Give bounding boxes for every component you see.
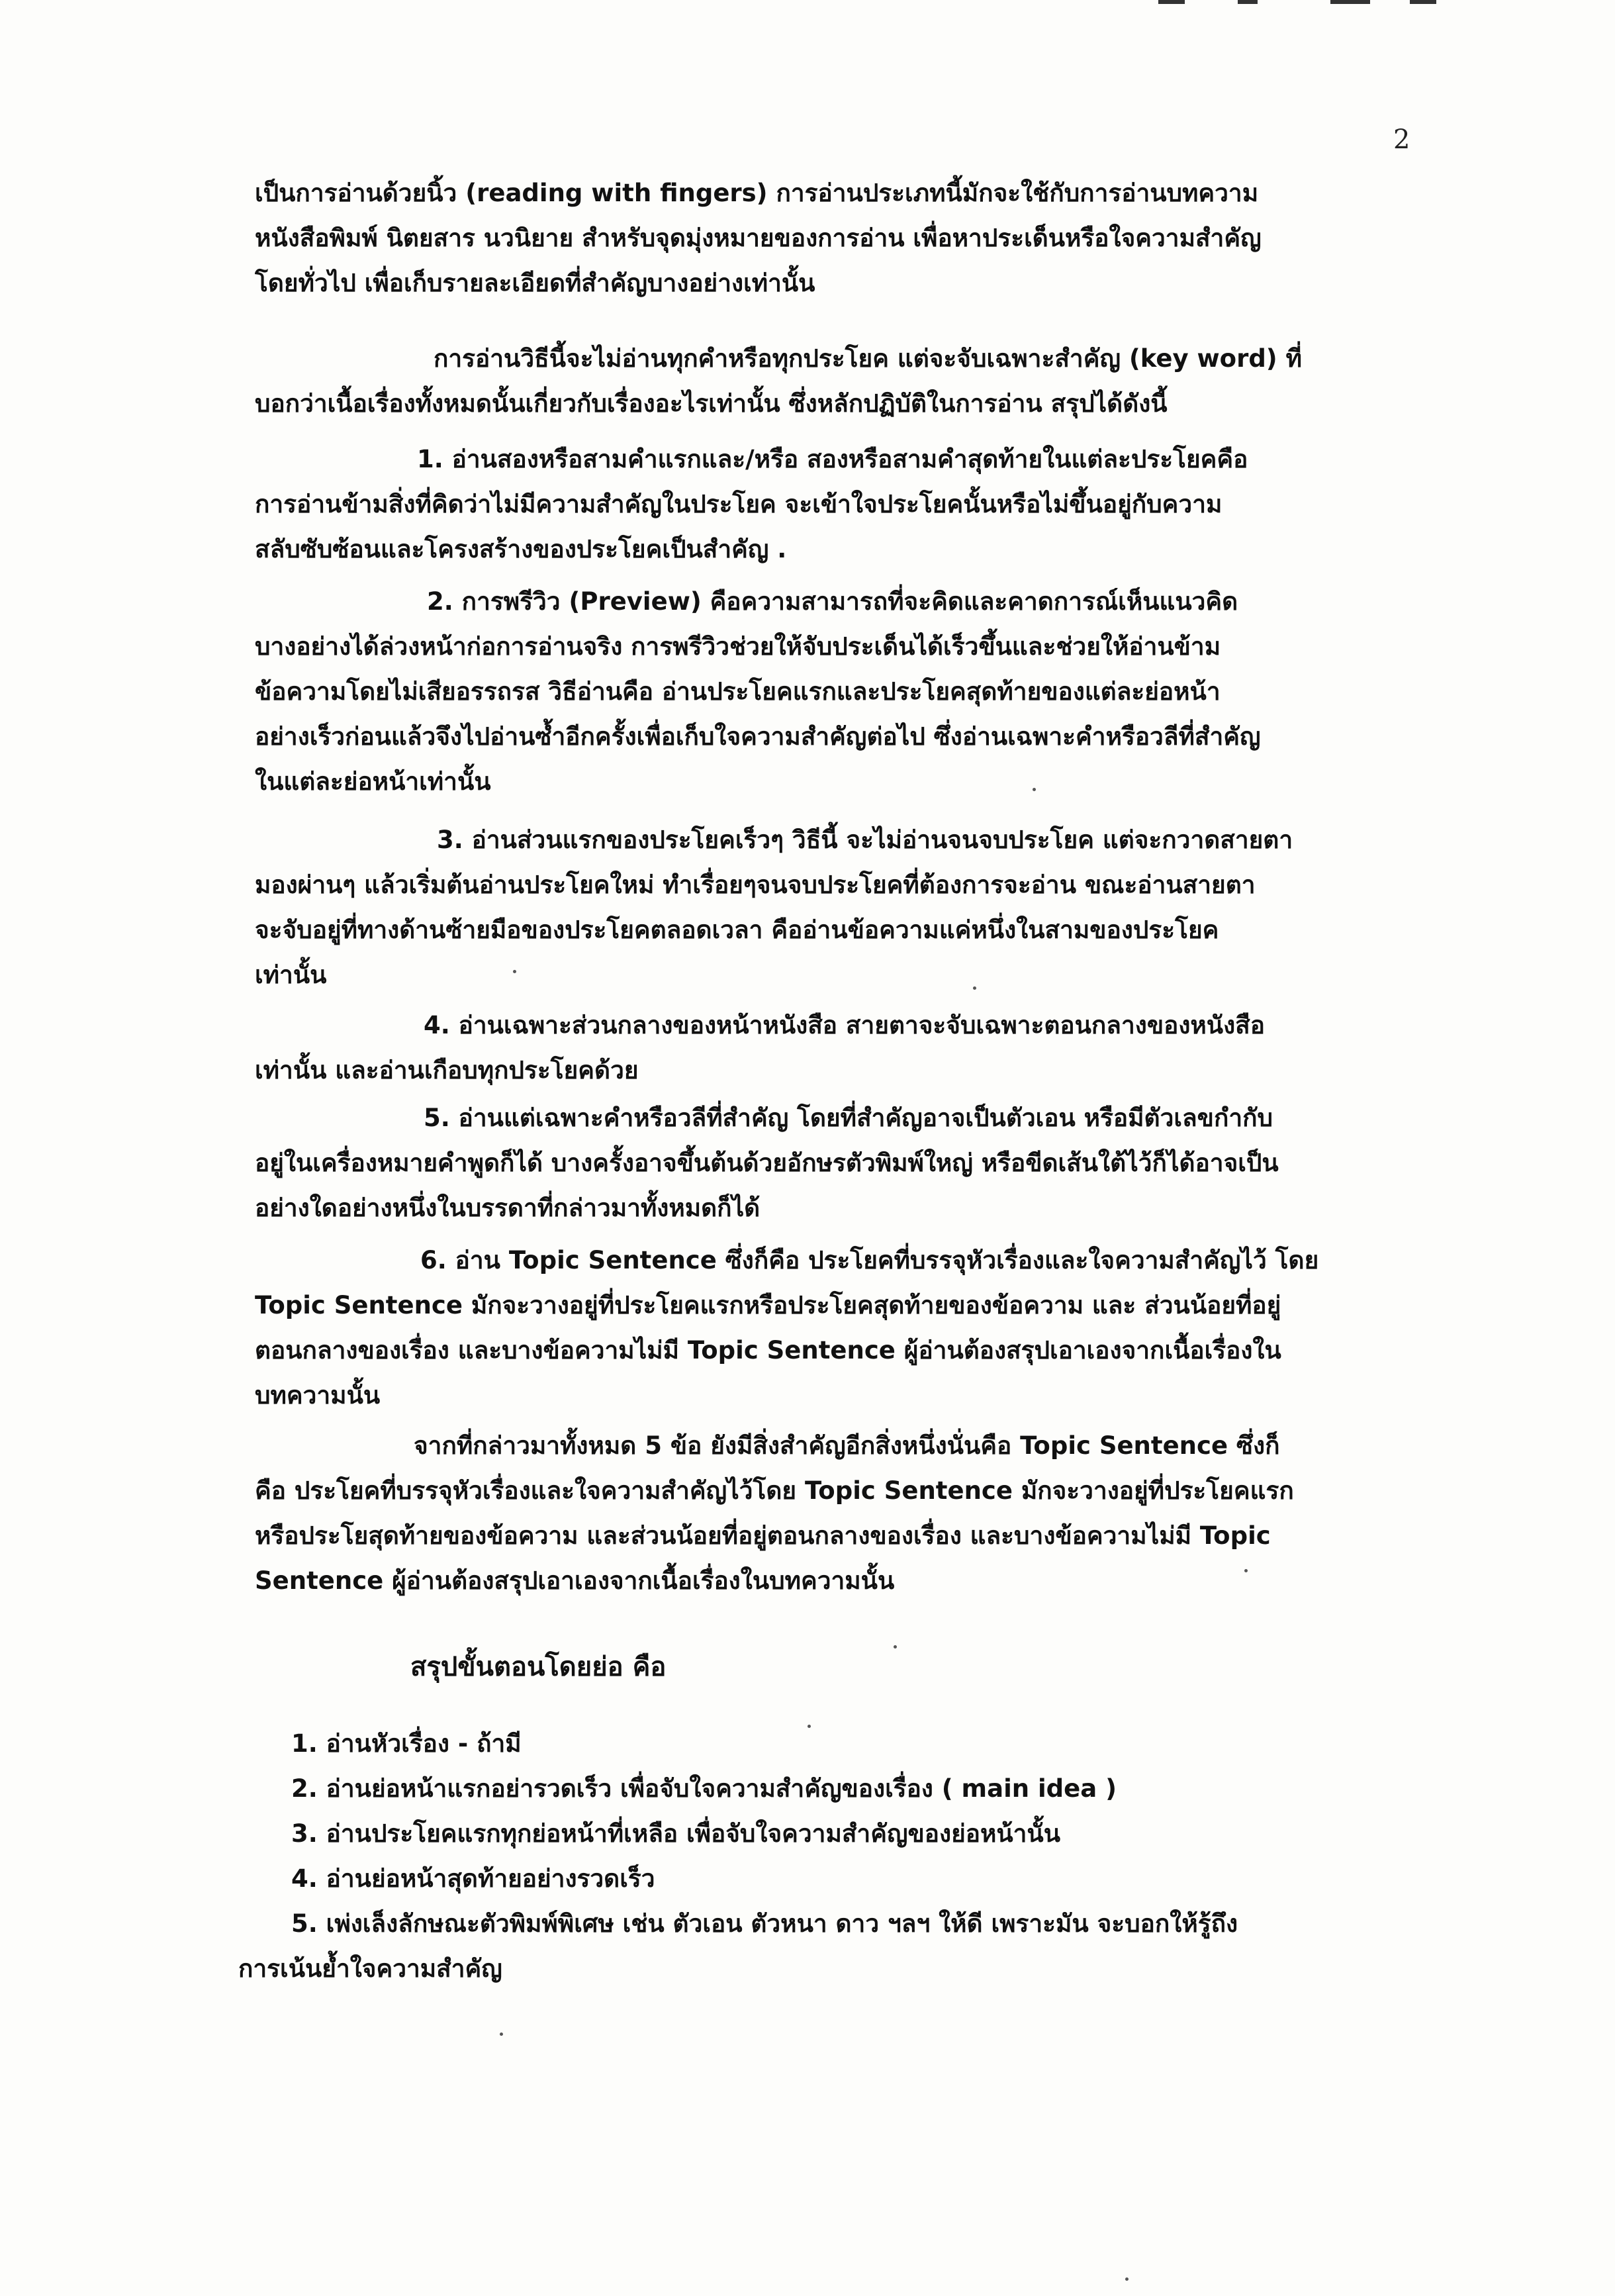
summary-heading: สรุปขั้นตอนโดยย่อ คือ bbox=[410, 1652, 667, 1682]
point-5 bbox=[255, 1096, 1403, 1231]
text-line: ข้อความโดยไม่เสียอรรถรส วิธีอ่านคือ อ่านประโยคแรกและประโยคสุดท้ายของแต่ละย่อหน้า bbox=[255, 677, 1221, 706]
method-paragraph bbox=[255, 336, 1403, 426]
summary-list bbox=[238, 1721, 1403, 1991]
list-item: 5. เพ่งเล็งลักษณะตัวพิมพ์พิเศษ เช่น ตัวเอน ตัวหนา ดาว ฯลฯ ให้ดี เพราะมัน จะบอกให้รู้ถึง bbox=[291, 1909, 1238, 1938]
text-line: โดยทั่วไป เพื่อเก็บรายละเอียดที่สำคัญบางอย่างเท่านั้น bbox=[255, 269, 815, 297]
point-heading: 6. อ่าน Topic Sentence ซึ่งก็คือ ประโยคที่บรรจุหัวเรื่องและใจความสำคัญไว้ โดย bbox=[420, 1246, 1319, 1274]
text-line: อยู่ในเครื่องหมายคำพูดก็ได้ บางครั้งอาจขึ้นต้นด้วยอักษรตัวพิมพ์ใหญ่ หรือขีดเส้นใต้ไว้ก็ได้อาจเป็น bbox=[255, 1149, 1279, 1177]
intro-paragraph bbox=[255, 171, 1403, 306]
text-line: จะจับอยู่ที่ทางด้านซ้ายมือของประโยคตลอดเวลา คืออ่านข้อความแค่หนึ่งในสามของประโยค bbox=[255, 916, 1219, 944]
text-line: Topic Sentence มักจะวางอยู่ที่ประโยคแรกหรือประโยคสุดท้ายของข้อความ และ ส่วนน้อยที่อยู่ bbox=[255, 1291, 1281, 1319]
text-line: เท่านั้น และอ่านเกือบทุกประโยคด้วย bbox=[255, 1056, 639, 1084]
text-line: มองผ่านๆ แล้วเริ่มต้นอ่านประโยคใหม่ ทำเรื่อยๆจนจบประโยคที่ต้องการจะอ่าน ขณะอ่านสายตา bbox=[255, 871, 1256, 899]
page-number: 2 bbox=[1393, 124, 1410, 155]
list-item: 4. อ่านย่อหน้าสุดท้ายอย่างรวดเร็ว bbox=[291, 1864, 655, 1893]
text-line: หรือประโยสุดท้ายของข้อความ และส่วนน้อยที่อยู่ตอนกลางของเรื่อง และบางข้อความไม่มี Topic bbox=[255, 1521, 1271, 1550]
point-3 bbox=[255, 818, 1403, 998]
text-line: Sentence ผู้อ่านต้องสรุปเอาเองจากเนื้อเรื่องในบทความนั้น bbox=[255, 1566, 895, 1595]
point-1 bbox=[255, 437, 1403, 572]
text-line: การอ่านวิธีนี้จะไม่อ่านทุกคำหรือทุกประโยค แต่จะจับเฉพาะสำคัญ (key word) ที่ bbox=[434, 344, 1302, 373]
point-2 bbox=[255, 579, 1403, 804]
text-line: อย่างเร็วก่อนแล้วจึงไปอ่านซ้ำอีกครั้งเพื่อเก็บใจความสำคัญต่อไป ซึ่งอ่านเฉพาะคำหรือวลีที่สำคัญ bbox=[255, 722, 1261, 751]
list-item: 3. อ่านประโยคแรกทุกย่อหน้าที่เหลือ เพื่อจับใจความสำคัญของย่อหน้านั้น bbox=[291, 1819, 1061, 1848]
text-line: บอกว่าเนื้อเรื่องทั้งหมดนั้นเกี่ยวกับเรื่องอะไรเท่านั้น ซึ่งหลักปฏิบัติในการอ่าน สรุปได้ดังนี้ bbox=[255, 389, 1168, 418]
text-line: อย่างใดอย่างหนึ่งในบรรดาที่กล่าวมาทั้งหมดก็ได้ bbox=[255, 1194, 761, 1222]
text-line: จากที่กล่าวมาทั้งหมด 5 ข้อ ยังมีสิ่งสำคัญอีกสิ่งหนึ่งนั่นคือ Topic Sentence ซึ่งก็ bbox=[414, 1431, 1280, 1460]
text-line: สลับซับซ้อนและโครงสร้างของประโยคเป็นสำคัญ . bbox=[255, 535, 787, 563]
text-line: ตอนกลางของเรื่อง และบางข้อความไม่มี Topic Sentence ผู้อ่านต้องสรุปเอาเองจากเนื้อเรื่องใน bbox=[255, 1336, 1281, 1364]
point-heading: 3. อ่านส่วนแรกของประโยคเร็วๆ วิธีนี้ จะไม่อ่านจนจบประโยค แต่จะกวาดสายตา bbox=[437, 826, 1293, 854]
text-line: หนังสือพิมพ์ นิตยสาร นวนิยาย สำหรับจุดมุ่งหมายของการอ่าน เพื่อหาประเด็นหรือใจความสำคัญ bbox=[255, 224, 1262, 252]
text-line: บทความนั้น bbox=[255, 1381, 381, 1410]
text-line: ในแต่ละย่อหน้าเท่านั้น bbox=[255, 767, 491, 796]
text-line: เท่านั้น bbox=[255, 961, 327, 989]
conclusion-paragraph bbox=[255, 1423, 1403, 1603]
scan-edge-marks bbox=[1158, 0, 1502, 7]
list-item-continuation: การเน้นย้ำใจความสำคัญ bbox=[238, 1954, 502, 1983]
point-6 bbox=[255, 1238, 1403, 1418]
point-heading: 4. อ่านเฉพาะส่วนกลางของหน้าหนังสือ สายตาจะจับเฉพาะตอนกลางของหนังสือ bbox=[424, 1011, 1265, 1039]
text-line: การอ่านข้ามสิ่งที่คิดว่าไม่มีความสำคัญในประโยค จะเข้าใจประโยคนั้นหรือไม่ขึ้นอยู่กับความ bbox=[255, 490, 1223, 518]
text-line: เป็นการอ่านด้วยนิ้ว (reading with fingers) การอ่านประเภทนี้มักจะใช้กับการอ่านบทความ bbox=[255, 179, 1259, 207]
point-heading: 5. อ่านแต่เฉพาะคำหรือวลีที่สำคัญ โดยที่สำคัญอาจเป็นตัวเอน หรือมีตัวเลขกำกับ bbox=[424, 1104, 1273, 1132]
list-item: 1. อ่านหัวเรื่อง - ถ้ามี bbox=[291, 1729, 522, 1758]
text-line: บางอย่างได้ล่วงหน้าก่อการอ่านจริง การพรีวิวช่วยให้จับประเด็นได้เร็วขึ้นและช่วยให้อ่านข้าม bbox=[255, 632, 1221, 661]
list-item: 2. อ่านย่อหน้าแรกอย่ารวดเร็ว เพื่อจับใจความสำคัญของเรื่อง ( main idea ) bbox=[291, 1774, 1117, 1803]
text-line: คือ ประโยคที่บรรจุหัวเรื่องและใจความสำคัญไว้โดย Topic Sentence มักจะวางอยู่ที่ประโยคแรก bbox=[255, 1476, 1294, 1505]
point-heading: 2. การพรีวิว (Preview) คือความสามารถที่จะคิดและคาดการณ์เห็นแนวคิด bbox=[427, 587, 1238, 616]
point-heading: 1. อ่านสองหรือสามคำแรกและ/หรือ สองหรือสามคำสุดท้ายในแต่ละประโยคคือ bbox=[417, 445, 1248, 473]
point-4 bbox=[255, 1003, 1403, 1093]
